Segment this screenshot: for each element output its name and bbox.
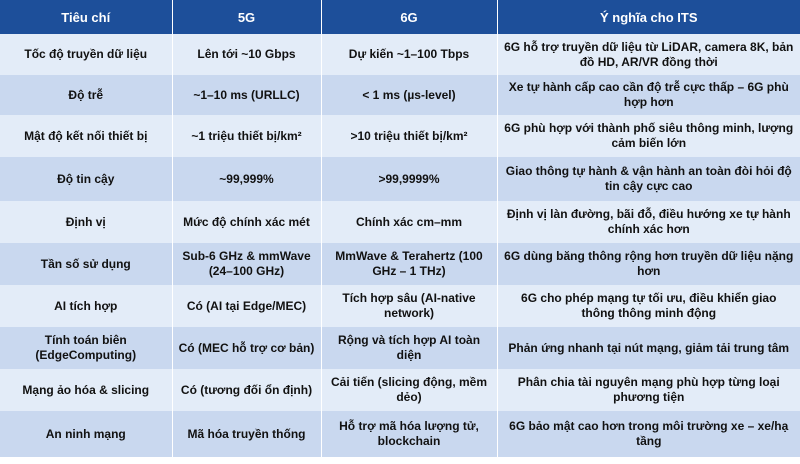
header-criteria: Tiêu chí bbox=[0, 0, 172, 34]
table-row bbox=[0, 327, 800, 369]
cell-6g: Rộng và tích hợp AI toàn diện bbox=[321, 327, 497, 369]
cell-6g: MmWave & Terahertz (100 GHz – 1 THz) bbox=[321, 243, 497, 285]
cell-6g: >99,9999% bbox=[321, 157, 497, 201]
header-its-meaning: Ý nghĩa cho ITS bbox=[497, 0, 800, 34]
table-row bbox=[0, 34, 800, 75]
cell-5g: ~1–10 ms (URLLC) bbox=[172, 75, 321, 115]
cell-its-meaning: Giao thông tự hành & vận hành an toàn đòi hỏi độ tin cậy cực cao bbox=[497, 157, 800, 201]
cell-its-meaning: 6G bảo mật cao hơn trong môi trường xe – xe/hạ tầng bbox=[497, 411, 800, 457]
table-row bbox=[0, 285, 800, 327]
table-body bbox=[0, 34, 800, 457]
cell-its-meaning: 6G dùng băng thông rộng hơn truyền dữ liệu nặng hơn bbox=[497, 243, 800, 285]
cell-5g: ~1 triệu thiết bị/km² bbox=[172, 115, 321, 157]
table-row bbox=[0, 201, 800, 243]
cell-5g: Có (AI tại Edge/MEC) bbox=[172, 285, 321, 327]
cell-5g: Lên tới ~10 Gbps bbox=[172, 34, 321, 75]
cell-its-meaning: Xe tự hành cấp cao cần độ trễ cực thấp – 6G phù hợp hơn bbox=[497, 75, 800, 115]
table-row bbox=[0, 75, 800, 115]
cell-its-meaning: 6G cho phép mạng tự tối ưu, điều khiển giao thông thông minh động bbox=[497, 285, 800, 327]
cell-criteria: Độ tin cậy bbox=[0, 157, 172, 201]
cell-its-meaning: Phản ứng nhanh tại nút mạng, giảm tải trung tâm bbox=[497, 327, 800, 369]
cell-6g: Tích hợp sâu (AI-native network) bbox=[321, 285, 497, 327]
cell-its-meaning: Phân chia tài nguyên mạng phù hợp từng loại phương tiện bbox=[497, 369, 800, 411]
cell-5g: Mức độ chính xác mét bbox=[172, 201, 321, 243]
cell-criteria: An ninh mạng bbox=[0, 411, 172, 457]
table-row bbox=[0, 115, 800, 157]
cell-criteria: Tính toán biên (EdgeComputing) bbox=[0, 327, 172, 369]
cell-5g: Sub-6 GHz & mmWave (24–100 GHz) bbox=[172, 243, 321, 285]
cell-criteria: Định vị bbox=[0, 201, 172, 243]
cell-6g: < 1 ms (µs-level) bbox=[321, 75, 497, 115]
cell-its-meaning: 6G hỗ trợ truyền dữ liệu từ LiDAR, camera 8K, bản đồ HD, AR/VR đồng thời bbox=[497, 34, 800, 75]
cell-6g: Chính xác cm–mm bbox=[321, 201, 497, 243]
table-row bbox=[0, 243, 800, 285]
cell-its-meaning: 6G phù hợp với thành phố siêu thông minh, lượng cảm biến lớn bbox=[497, 115, 800, 157]
table-header bbox=[0, 0, 800, 34]
cell-5g: ~99,999% bbox=[172, 157, 321, 201]
cell-6g: Dự kiến ~1–100 Tbps bbox=[321, 34, 497, 75]
cell-6g: Cải tiến (slicing động, mềm dẻo) bbox=[321, 369, 497, 411]
table-row bbox=[0, 369, 800, 411]
cell-criteria: Độ trễ bbox=[0, 75, 172, 115]
cell-criteria: Tốc độ truyền dữ liệu bbox=[0, 34, 172, 75]
cell-5g: Có (MEC hỗ trợ cơ bản) bbox=[172, 327, 321, 369]
cell-5g: Có (tương đối ổn định) bbox=[172, 369, 321, 411]
cell-criteria: AI tích hợp bbox=[0, 285, 172, 327]
header-6g: 6G bbox=[321, 0, 497, 34]
cell-criteria: Mạng ảo hóa & slicing bbox=[0, 369, 172, 411]
header-row bbox=[0, 0, 800, 34]
table-row bbox=[0, 157, 800, 201]
cell-5g: Mã hóa truyền thống bbox=[172, 411, 321, 457]
cell-criteria: Tần số sử dụng bbox=[0, 243, 172, 285]
cell-6g: Hỗ trợ mã hóa lượng tử, blockchain bbox=[321, 411, 497, 457]
header-5g: 5G bbox=[172, 0, 321, 34]
cell-6g: >10 triệu thiết bị/km² bbox=[321, 115, 497, 157]
table-row bbox=[0, 411, 800, 457]
cell-criteria: Mật độ kết nối thiết bị bbox=[0, 115, 172, 157]
cell-its-meaning: Định vị làn đường, bãi đỗ, điều hướng xe tự hành chính xác hơn bbox=[497, 201, 800, 243]
